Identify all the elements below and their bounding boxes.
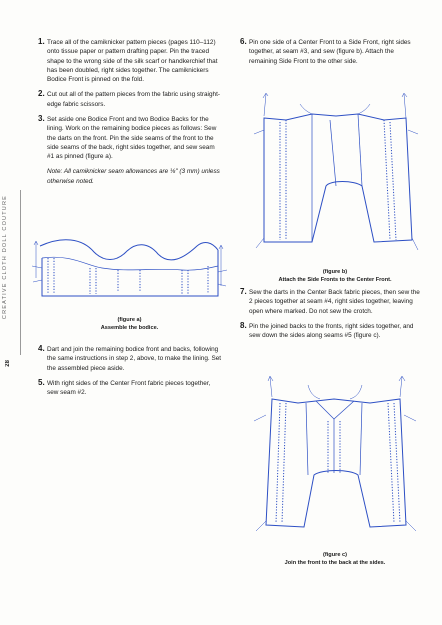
step-number: 5.: [38, 377, 45, 387]
step-number: 2.: [38, 89, 45, 99]
figure-c-label: (figure c): [323, 552, 347, 558]
step-2: [38, 90, 223, 109]
step-6: [240, 38, 420, 66]
running-title: CREATIVE CLOTH DOLL COUTURE: [2, 195, 8, 320]
step-5: [38, 379, 223, 398]
figure-a-label: (figure a): [117, 317, 142, 323]
figure-c-caption: Join the front to the back at the sides.: [284, 559, 386, 566]
right-column-lower: [240, 288, 420, 346]
figure-b: [250, 90, 420, 284]
step-text: Pin one side of a Center Front to a Side Front, right sides together, at seam #3, and sew (figure b). Attach the remaining Side Front to the other side.: [249, 39, 411, 65]
step-number: 6.: [240, 37, 247, 46]
right-column: [240, 38, 420, 72]
left-column: [38, 38, 223, 192]
step-4: [38, 345, 223, 373]
step-text: With right sides of the Center Front fabric pieces together, sew seam #2.: [47, 379, 211, 397]
step-number: 7.: [240, 287, 247, 296]
step-text: Pin the joined backs to the fronts, right sides together, and sew down the sides along seams #5 (figure c).: [249, 322, 414, 340]
bodice-illustration: [32, 228, 227, 310]
step-text: Cut out all of the pattern pieces from the fabric using straight-edge fabric scissors.: [47, 91, 220, 108]
side-rail: [0, 0, 28, 625]
step-number: 3.: [38, 113, 45, 123]
step-number: 4.: [38, 344, 45, 353]
left-column-lower: [38, 345, 223, 403]
step-1: [38, 38, 223, 84]
figure-b-label: (figure b): [322, 269, 348, 275]
figure-b-caption: Attach the Side Fronts to the Center Front.: [278, 276, 392, 283]
step-8: [240, 322, 420, 341]
page-number: 28: [5, 360, 11, 367]
step-number: 1.: [38, 37, 45, 46]
step-text: Set aside one Bodice Front and two Bodice Backs for the lining. Work on the remaining bodice pieces as follows: Sew the darts on the front. Pin the side seams of the front to the side seams of the back, right sides together, and sew seam #1 as pinned (figure a).: [47, 115, 217, 161]
step-3: [38, 115, 223, 161]
side-fronts-illustration: [250, 90, 420, 260]
step-text: Sew the darts in the Center Back fabric pieces, then sew the 2 pieces together at seam #4, right sides together, leaving open where marked. Do not sew the crotch.: [249, 289, 420, 315]
seam-note: Note: All camiknicker seam allowances are ⅛" (3 mm) unless otherwise noted.: [47, 168, 220, 185]
step-7: [240, 288, 420, 316]
step-text: Dart and join the remaining bodice front and backs, following the same instructions in step 2, above, to make the lining. Set the assembled piece aside.: [47, 346, 222, 372]
step-text: Trace all of the camiknicker pattern pieces (pages 110–112) onto tissue paper or pattern drafting paper. Pin the traced shape to the wrong side of the silk scarf or handkerchief that has been doubled, right sides together. The camiknickers Bodice Front is pinned on the fold.: [47, 39, 218, 84]
figure-a-caption: Assemble the bodice.: [100, 324, 159, 331]
rail-divider: [20, 190, 21, 355]
front-back-joined-illustration: [250, 375, 420, 545]
figure-a: [32, 228, 227, 332]
step-number: 8.: [240, 320, 247, 330]
figure-c: [250, 375, 420, 567]
